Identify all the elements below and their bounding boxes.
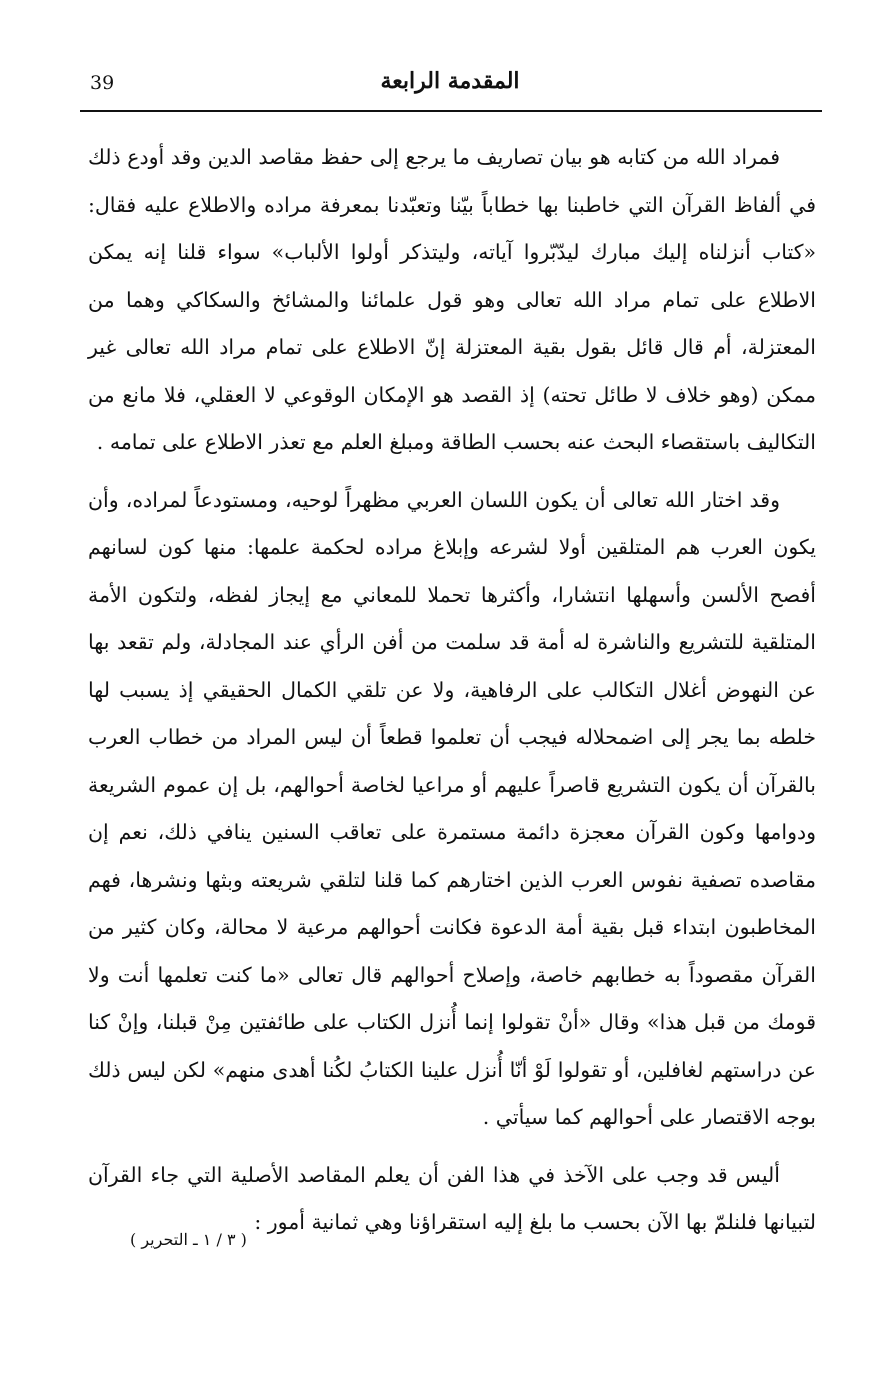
- paragraph-1: فمراد الله من كتابه هو بيان تصاريف ما يرجع إلى حفظ مقاصد الدين وقد أودع ذلك في ألفاظ القرآن التي خاطبنا بها خطاباً بيّنا وتعبّدنا بمعرفة مراده والاطلاع عليه فقال: «كتاب أنزلناه إليك مبارك ليدّبّروا آياته، وليتذكر أولوا الألباب» سواء قلنا إنه يمكن الاطلاع على تمام مراد الله تعالى وهو قول علمائنا والمشائخ والسكاكي وهما من المعتزلة، أم قال قائل بقول بقية المعتزلة إنّ الاطلاع على تمام مراد الله تعالى غير ممكن (وهو خلاف لا طائل تحته) إذ القصد هو الإمكان الوقوعي لا العقلي، فلا مانع من التكاليف باستقصاء البحث عنه بحسب الطاقة ومبلغ العلم مع تعذر الاطلاع على تمامه .: [88, 145, 816, 454]
- paragraph-3: أليس قد وجب على الآخذ في هذا الفن أن يعلم المقاصد الأصلية التي جاء القرآن لتبيانها فلنلمّ بها الآن بحسب ما بلغ إليه استقراؤنا وهي ثمانية أمور :: [88, 1162, 816, 1234]
- signature-footnote: ( ٣ / ١ ـ التحرير ): [130, 1230, 247, 1249]
- header-rule: [80, 110, 822, 112]
- paragraph-2: وقد اختار الله تعالى أن يكون اللسان العربي مظهراً لوحيه، ومستودعاً لمراده، وأن يكون العرب هم المتلقين أولا لشرعه وإبلاغ مراده لحكمة علمها: منها كون لسانهم أفصح الألسن وأسهلها انتشارا، وأكثرها تحملا للمعاني مع إيجاز لفظه، ولتكون الأمة المتلقية للتشريع والناشرة له أمة قد سلمت من أفن الرأي عند المجادلة، ولم تقعد بها عن النهوض أغلال التكالب على الرفاهية، ولا عن تلقي الكمال الحقيقي إذ يسبب لها خلطه بما يجر إلى اضمحلاله فيجب أن تعلموا قطعاً أن ليس المراد من خطاب العرب بالقرآن أن يكون التشريع قاصراً عليهم أو مراعيا لخاصة أحوالهم، بل إن عموم الشريعة ودوامها وكون القرآن معجزة دائمة مستمرة على تعاقب السنين ينافي ذلك، نعم إن مقاصده تصفية نفوس العرب الذين اختارهم كما قلنا لتلقي شريعته وبثها ونشرها، فهم المخاطبون ابتداء قبل بقية أمة الدعوة فكانت أحوالهم مرعية لا محالة، وكان كثير من القرآن مقصوداً به خطابهم خاصة، وإصلاح أحوالهم قال تعالى «ما كنت تعلمها أنت ولا قومك من قبل هذا» وقال «أنْ تقولوا إنما أُنزل الكتاب على طائفتين مِنْ قبلنا، وإنْ كنا عن دراستهم لغافلين، أو تقولوا لَوْ أنّا أُنزل علينا الكتابُ لكُنا أهدى منهم» لكن ليس ذلك بوجه الاقتصار على أحوالهم كما سيأتي .: [88, 487, 816, 1129]
- page-header: [80, 66, 820, 106]
- page-number: 39: [90, 72, 115, 94]
- running-title: المقدمة الرابعة: [380, 68, 520, 94]
- body-text: [88, 134, 816, 1247]
